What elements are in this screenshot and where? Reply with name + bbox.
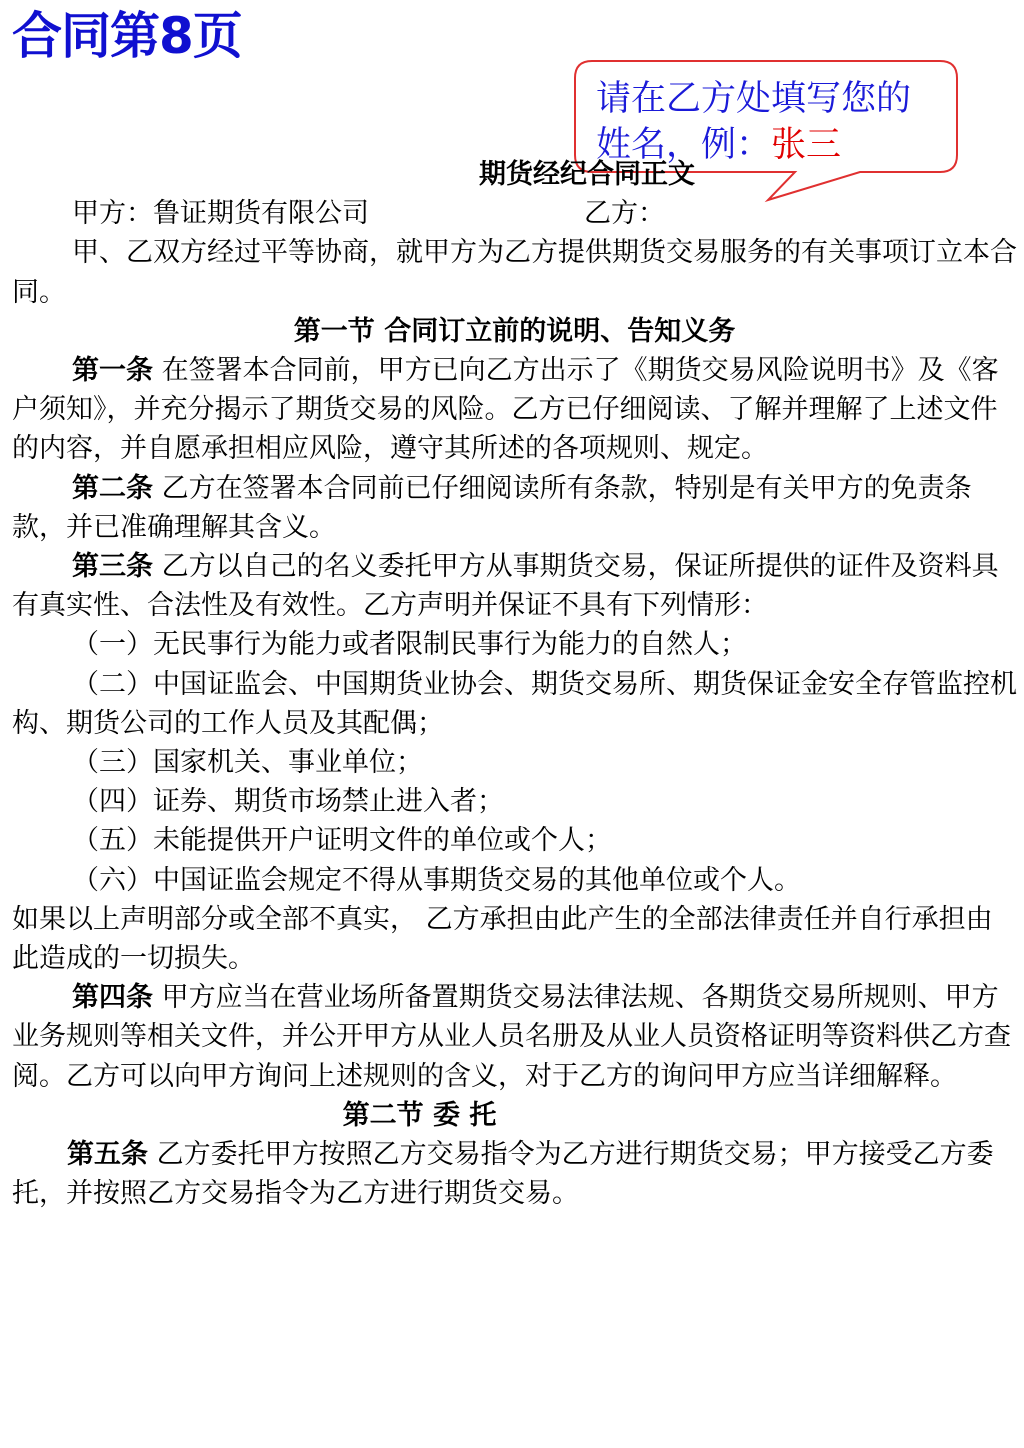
party-row xyxy=(12,194,1017,233)
article-1 xyxy=(12,351,1017,469)
article-4-text: 甲方应当在营业场所备置期货交易法律法规、各期货交易所规则、甲方业务规则等相关文件，并公开甲方从业人员名册及从业人员资格证明等资料供乙方查阅。乙方可以向甲方询问上述规则的含义，对于乙方的询问甲方应当详细解释。 xyxy=(12,982,1011,1092)
article-3-text: 乙方以自己的名义委托甲方从事期货交易，保证所提供的证件及资料具有真实性、合法性及有效性。乙方声明并保证不具有下列情形： xyxy=(12,551,999,622)
callout-instruction: 请在乙方处填写您的姓名，例： xyxy=(596,79,912,165)
article-3-item-4: （四）证券、期货市场禁止进入者； xyxy=(72,786,504,818)
callout-example-name: 张三 xyxy=(771,125,842,165)
section1-title: 第一节 合同订立前的说明、告知义务 xyxy=(293,315,736,347)
contract-heading: 期货经纪合同正文 xyxy=(479,159,695,190)
article-1-label: 第一条 xyxy=(72,355,153,387)
article-2 xyxy=(12,469,1017,547)
article-2-text: 乙方在签署本合同前已仔细阅读所有条款，特别是有关甲方的免责条款，并已准确理解其含义。 xyxy=(12,472,972,543)
article-4-label: 第四条 xyxy=(72,982,153,1014)
article-4 xyxy=(12,978,1017,1096)
page-title: 合同第8页 xyxy=(12,7,242,65)
article-5-label: 第五条 xyxy=(67,1139,148,1171)
article-3-closing: 如果以上声明部分或全部不真实， 乙方承担由此产生的全部法律责任并自行承担由此造成的一切损失。 xyxy=(12,903,993,975)
article-5-text: 乙方委托甲方按照乙方交易指令为乙方进行期货交易；甲方接受乙方委托，并按照乙方交易指令为乙方进行期货交易。 xyxy=(12,1139,994,1210)
article-2-label: 第二条 xyxy=(72,472,153,504)
article-3-item-5: （五）未能提供开户证明文件的单位或个人； xyxy=(72,825,612,857)
article-3-label: 第三条 xyxy=(72,551,153,583)
contract-body xyxy=(12,155,1017,1213)
article-5 xyxy=(12,1135,1017,1213)
contract-intro: 甲、乙双方经过平等协商，就甲方为乙方提供期货交易服务的有关事项订立本合同。 xyxy=(12,237,1017,308)
article-3 xyxy=(12,547,1017,625)
article-3-item-2: （二）中国证监会、中国期货业协会、期货交易所、期货保证金安全存管监控机构、期货公司的工作人员及其配偶； xyxy=(12,668,1017,739)
article-3-item-6: （六）中国证监会规定不得从事期货交易的其他单位或个人。 xyxy=(72,864,801,896)
section2-title: 第二节 委 托 xyxy=(342,1099,497,1131)
article-3-item-1: （一）无民事行为能力或者限制民事行为能力的自然人； xyxy=(72,629,747,661)
article-1-text: 在签署本合同前，甲方已向乙方出示了《期货交易风险说明书》及《客户须知》，并充分揭示了期货交易的风险。乙方已仔细阅读、了解并理解了上述文件的内容，并自愿承担相应风险，遵守其所述的各项规则、规定。 xyxy=(12,355,999,465)
party-a: 甲方：鲁证期货有限公司 xyxy=(72,198,369,230)
article-3-item-3: （三）国家机关、事业单位； xyxy=(72,747,423,779)
party-b-field[interactable]: 乙方： xyxy=(584,198,665,230)
